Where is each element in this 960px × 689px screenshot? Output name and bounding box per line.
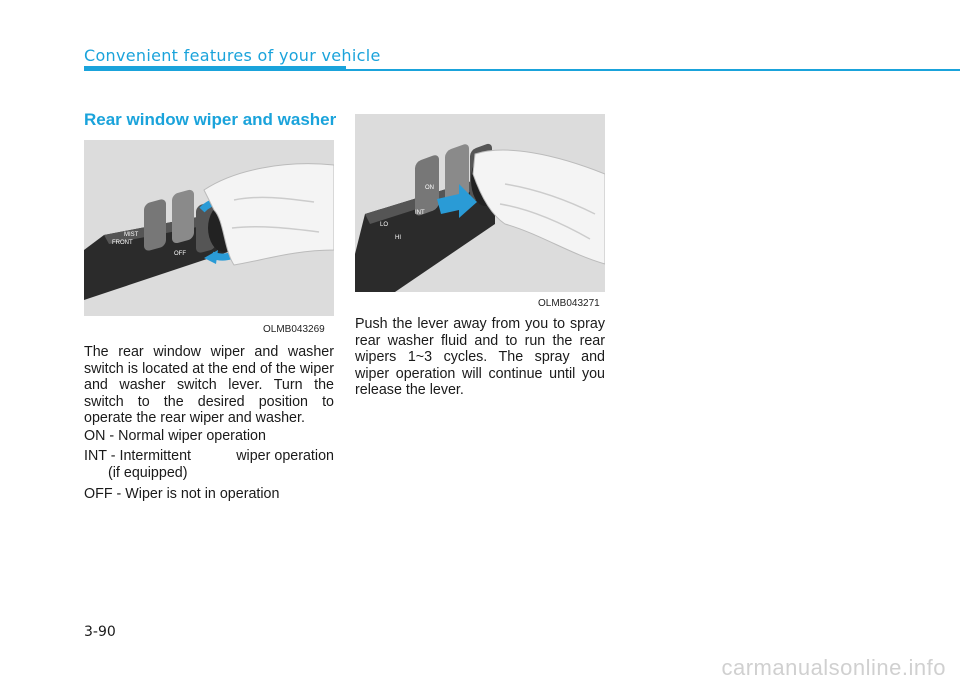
int-label-start: INT - Intermittent bbox=[84, 448, 191, 464]
intro-paragraph: The rear window wiper and washer switch is located at the end of the wiper and washer switch lever. Turn the switch to the desired position to operate the rear wiper and washer. bbox=[84, 344, 334, 426]
rear-washer-push-illustration bbox=[355, 114, 605, 292]
figure-code: OLMB043271 bbox=[538, 298, 600, 309]
label-on: ON bbox=[425, 185, 434, 191]
list-item-int bbox=[84, 448, 334, 481]
label-hi: HI bbox=[395, 235, 401, 241]
label-front: FRONT bbox=[112, 240, 133, 246]
list-item-on: ON - Normal wiper operation bbox=[84, 428, 266, 444]
list-item-off: OFF - Wiper is not in operation bbox=[84, 486, 280, 502]
label-int: INT bbox=[415, 210, 425, 216]
label-lo: LO bbox=[380, 222, 389, 228]
header-rule-thick bbox=[84, 66, 346, 71]
page-number: 3-90 bbox=[84, 624, 116, 640]
int-label-end: wiper operation bbox=[236, 448, 334, 464]
section-header: Convenient features of your vehicle bbox=[84, 46, 381, 65]
watermark: carmanualsonline.info bbox=[721, 655, 946, 680]
page-title: Rear window wiper and washer bbox=[84, 110, 337, 129]
int-note: (if equipped) bbox=[108, 464, 188, 481]
washer-paragraph: Push the lever away from you to spray rear washer fluid and to run the rear wipers 1~3 cycles. The spray and wiper operation will continue until you release the lever. bbox=[355, 316, 605, 398]
rear-wiper-switch-illustration bbox=[84, 140, 334, 316]
label-off: OFF bbox=[174, 251, 186, 257]
figure-code: OLMB043269 bbox=[263, 324, 325, 335]
label-mist: MIST bbox=[124, 232, 139, 238]
header-rule-thin bbox=[346, 69, 960, 71]
